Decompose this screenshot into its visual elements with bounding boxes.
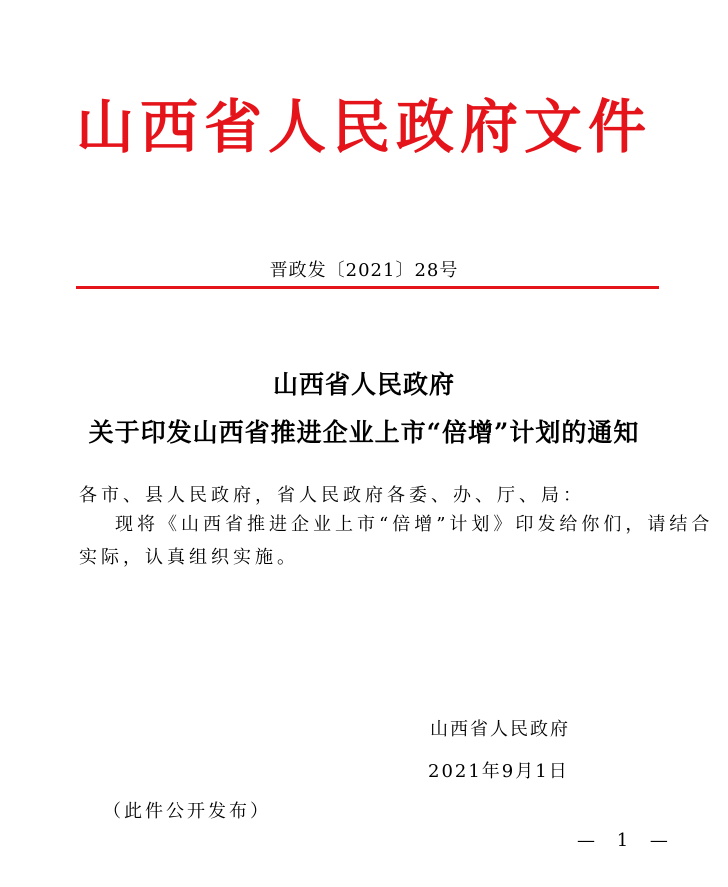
red-divider-line (76, 286, 659, 289)
notice-title-line-1: 山西省人民政府 (272, 370, 455, 399)
notice-title-line-2: 关于印发山西省推进企业上市“倍增”计划的通知 (88, 418, 640, 447)
body-paragraph-line-2: 实际，认真组织实施。 (79, 547, 299, 568)
document-number: 晋政发〔2021〕28号 (269, 260, 459, 281)
document-header-title: 山西省人民政府文件 (75, 93, 652, 161)
page-number: — 1 — (577, 830, 676, 851)
addressee-line: 各市、县人民政府，省人民政府各委、办、厅、局： (79, 485, 585, 506)
body-paragraph-line-1: 现将《山西省推进企业上市“倍增”计划》印发给你们，请结合 (115, 514, 714, 535)
issue-date: 2021年9月1日 (428, 761, 569, 782)
issuer-signature: 山西省人民政府 (430, 719, 570, 740)
release-note: （此件公开发布） (103, 801, 271, 822)
